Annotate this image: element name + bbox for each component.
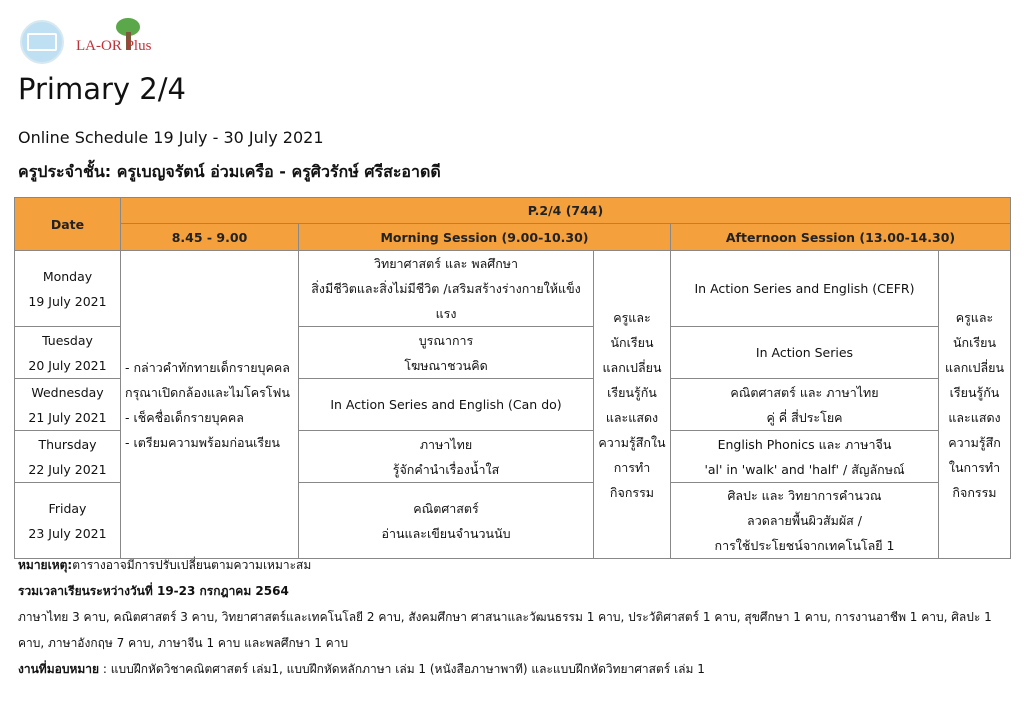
notes bbox=[18, 552, 1008, 682]
morning-cell: ภาษาไทย รู้จักคำนำเรื่องน้ำใส bbox=[299, 431, 594, 483]
assignment: งานที่มอบหมาย : แบบฝึกหัดวิชาคณิตศาสตร์ เล่ม1, แบบฝึกหัดหลักภาษา เล่ม 1 (หนังสือภาษาพาที) และแบบฝึกหัดวิทยาศาสตร์ เล่ม 1 bbox=[18, 662, 705, 676]
homeroom-cell: - กล่าวคำทักทายเด็กรายบุคคล กรุณาเปิดกล้องและไมโครโฟน - เช็คชื่อเด็กรายบุคคล - เตรียมความพร้อมก่อนเรียน bbox=[121, 251, 299, 559]
homeroom-teachers: ครูประจำชั้น: ครูเบญจรัตน์ อ่วมเครือ - ครูศิวรักษ์ ศรีสะอาดดี bbox=[18, 162, 441, 181]
afternoon-cell: English Phonics และ ภาษาจีน 'al' in 'walk' and 'half' / สัญลักษณ์ bbox=[671, 431, 939, 483]
header-class: P.2/4 (744) bbox=[121, 198, 1011, 224]
day-cell: Tuesday 20 July 2021 bbox=[15, 327, 121, 379]
morning-cell: คณิตศาสตร์ อ่านและเขียนจำนวนนับ bbox=[299, 483, 594, 559]
page-title: Primary 2/4 bbox=[18, 72, 186, 106]
afternoon-cell: In Action Series and English (CEFR) bbox=[671, 251, 939, 327]
total-heading: รวมเวลาเรียนระหว่างวันที่ 19-23 กรกฎาคม 2564 bbox=[18, 584, 289, 598]
header-slot1: 8.45 - 9.00 bbox=[121, 224, 299, 251]
afternoon-cell: In Action Series bbox=[671, 327, 939, 379]
day-cell: Monday 19 July 2021 bbox=[15, 251, 121, 327]
afternoon-cell: คณิตศาสตร์ และ ภาษาไทย คู่ คี่ สี่ประโยค bbox=[671, 379, 939, 431]
morning-cell: In Action Series and English (Can do) bbox=[299, 379, 594, 431]
day-cell: Thursday 22 July 2021 bbox=[15, 431, 121, 483]
la-or-plus-logo bbox=[76, 18, 166, 58]
afternoon-share-cell: ครูและ นักเรียน แลกเปลี่ยน เรียนรู้กัน และแสดง ความรู้สึก ในการทำ กิจกรรม bbox=[939, 251, 1011, 559]
day-cell: Wednesday 21 July 2021 bbox=[15, 379, 121, 431]
table-row bbox=[15, 251, 1011, 327]
schedule-subtitle: Online Schedule 19 July - 30 July 2021 bbox=[18, 128, 324, 147]
schedule-table bbox=[14, 197, 1011, 559]
header-date: Date bbox=[15, 198, 121, 251]
morning-cell: บูรณาการ โฆษณาชวนคิด bbox=[299, 327, 594, 379]
header-afternoon: Afternoon Session (13.00-14.30) bbox=[671, 224, 1011, 251]
remark: หมายเหตุ:ตารางอาจมีการปรับเปลี่ยนตามความเหมาะสม bbox=[18, 558, 312, 572]
school-logo bbox=[20, 20, 64, 64]
morning-share-cell: ครูและ นักเรียน แลกเปลี่ยน เรียนรู้กัน และแสดง ความรู้สึกใน การทำ กิจกรรม bbox=[594, 251, 671, 559]
day-cell: Friday 23 July 2021 bbox=[15, 483, 121, 559]
total-text: ภาษาไทย 3 คาบ, คณิตศาสตร์ 3 คาบ, วิทยาศาสตร์และเทคโนโลยี 2 คาบ, สังคมศึกษา ศาสนาและวัฒนธรรม 1 คาบ, ประวัติศาสตร์ 1 คาบ, สุขศึกษา 1 คาบ, การงานอาชีพ 1 คาบ, ศิลปะ 1 คาบ, ภาษาอังกฤษ 7 คาบ, ภาษาจีน 1 คาบ และพลศึกษา 1 คาบ bbox=[18, 610, 992, 650]
logo-text: LA-OR Plus bbox=[76, 38, 152, 54]
morning-cell: วิทยาศาสตร์ และ พลศึกษา สิ่งมีชีวิตและสิ่งไม่มีชีวิต /เสริมสร้างร่างกายให้แข็งแรง bbox=[299, 251, 594, 327]
afternoon-cell: ศิลปะ และ วิทยาการคำนวณ ลวดลายพื้นผิวสัมผัส / การใช้ประโยชน์จากเทคโนโลยี 1 bbox=[671, 483, 939, 559]
header-morning: Morning Session (9.00-10.30) bbox=[299, 224, 671, 251]
